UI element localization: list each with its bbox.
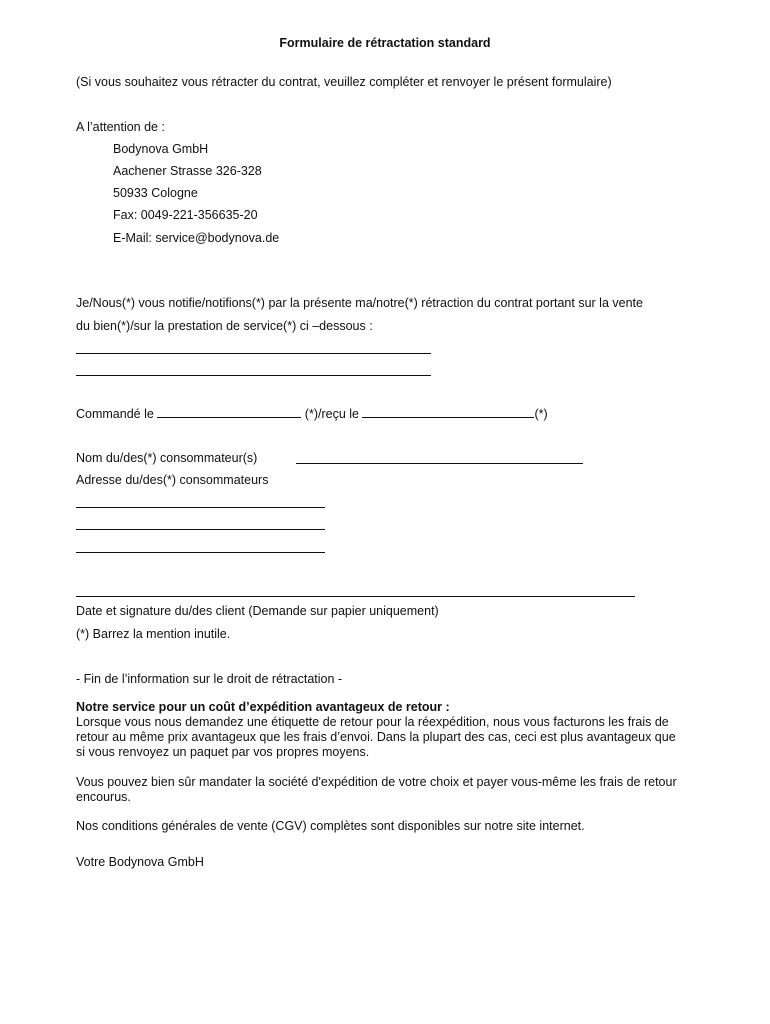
service-text: Lorsque vous nous demandez une étiquette de retour pour la réexpédition, nous vous facturons les frais de retour au même prix avantageux que les frais d’envoi. Dans la plupart des cas, ceci est plus avantageux que si vous renvoyez un paquet par vos propres moyens. [76,715,676,759]
recipient-street: Aachener Strasse 326-328 [113,164,262,178]
address-line-1[interactable] [76,507,325,508]
goods-line-2[interactable] [76,375,431,376]
declaration-line-1: Je/Nous(*) vous notifie/notifions(*) par la présente ma/notre(*) rétraction du contrat portant sur la vente [76,296,643,310]
cgv-text: Nos conditions générales de vente (CGV) complètes sont disponibles sur notre site internet. [76,819,585,833]
page-title: Formulaire de rétractation standard [279,36,491,50]
recipient-city: 50933 Cologne [113,186,198,200]
received-date-field[interactable] [362,407,534,418]
address-line-3[interactable] [76,552,325,553]
declaration-line-2: du bien(*)/sur la prestation de service(*) ci –dessous : [76,319,373,333]
strike-note: (*) Barrez la mention inutile. [76,627,231,641]
carrier-text: Vous pouvez bien sûr mandater la société d'expédition de votre choix et payer vous-même les frais de retour encourus. [76,775,677,804]
recipient-email: E-Mail: service@bodynova.de [113,231,280,245]
received-label: (*)/reçu le [304,407,359,421]
consumer-name-label: Nom du/des(*) consommateur(s) [76,451,258,465]
service-heading: Notre service pour un coût d’expédition avantageux de retour : [76,700,450,714]
consumer-address-label: Adresse du/des(*) consommateurs [76,473,269,487]
signature-label: Date et signature du/des client (Demande sur papier uniquement) [76,604,439,618]
consumer-name-field[interactable] [296,463,583,464]
signature-line[interactable] [76,596,635,597]
closing-signature: Votre Bodynova GmbH [76,855,204,869]
ordered-received-row [76,407,548,422]
recipient-fax: Fax: 0049-221-356635-20 [113,208,258,222]
intro-text: (Si vous souhaitez vous rétracter du contrat, veuillez compléter et renvoyer le présent formulaire) [76,75,612,89]
received-suffix: (*) [534,407,548,421]
attention-label: A l’attention de : [76,120,165,134]
recipient-company: Bodynova GmbH [113,142,209,156]
end-info: - Fin de l’information sur le droit de rétractation - [76,672,343,686]
address-line-2[interactable] [76,529,325,530]
goods-line-1[interactable] [76,353,431,354]
ordered-label: Commandé le [76,407,154,421]
ordered-date-field[interactable] [157,407,301,418]
